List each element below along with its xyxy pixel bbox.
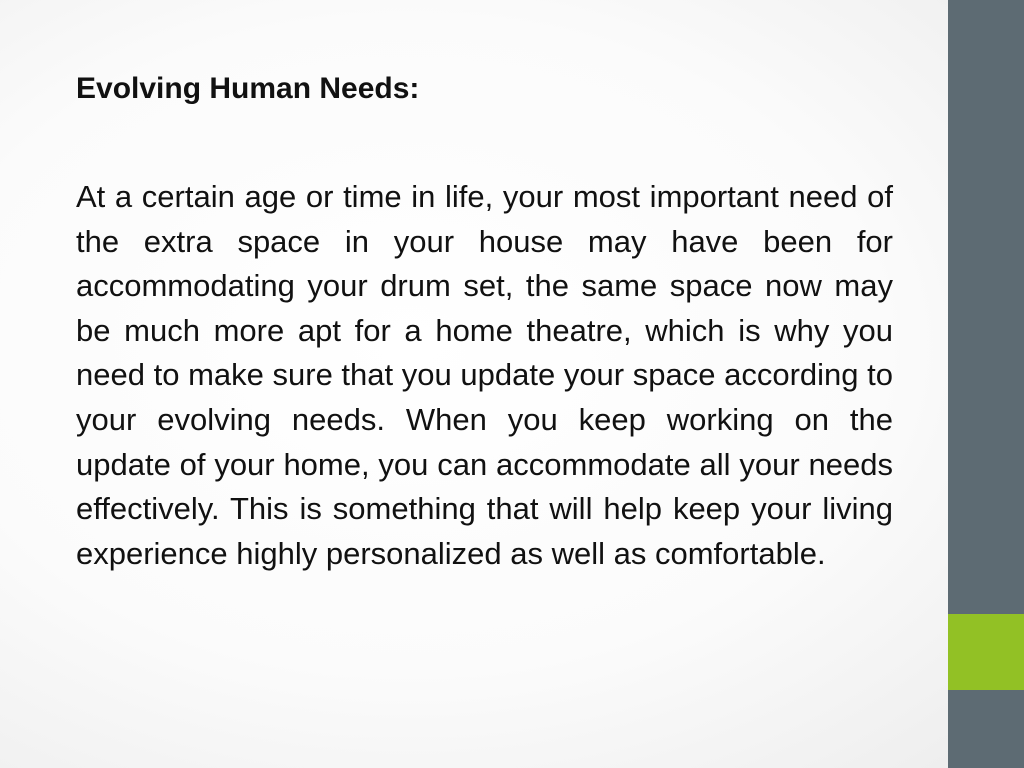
- sidebar-accent-block: [948, 614, 1024, 690]
- slide-title: Evolving Human Needs:: [76, 72, 420, 105]
- slide-body-text: At a certain age or time in life, your most important need of the extra space in your house may have been for accommodating your drum set, the same space now may be much more apt for a home theatre, which is why you need to make sure that you update your space according to your evolving needs. When you keep working on the update of your home, you can accommodate all your needs effectively. This is something that will help keep your living experience highly personalized as well as comfortable.: [76, 179, 893, 571]
- decorative-sidebar: [948, 0, 1024, 768]
